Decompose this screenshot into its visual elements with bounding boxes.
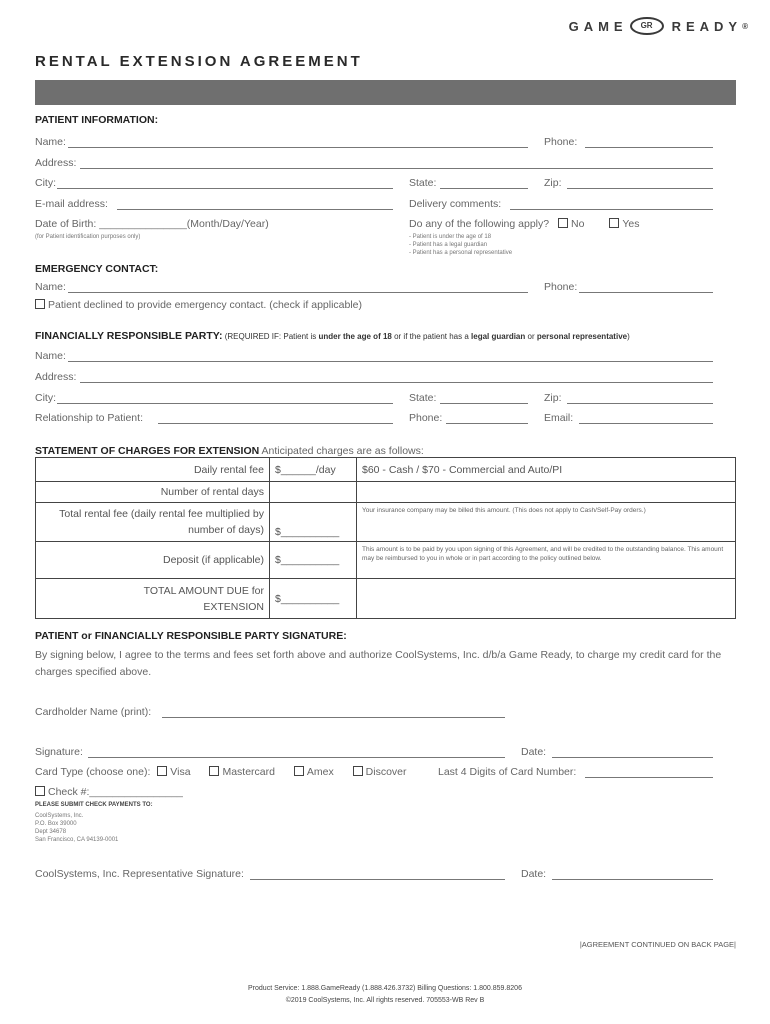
patient-email-label: E-mail address: bbox=[35, 198, 108, 210]
apply-question bbox=[409, 218, 640, 230]
emergency-phone-field[interactable] bbox=[579, 292, 713, 293]
visa-checkbox[interactable] bbox=[157, 766, 167, 776]
charge-label: Number of rental days bbox=[36, 482, 270, 503]
patient-dob[interactable]: Date of Birth: _______________(Month/Day/Year) bbox=[35, 218, 269, 230]
financial-phone-label: Phone: bbox=[409, 412, 443, 424]
financial-name-label: Name: bbox=[35, 350, 66, 362]
brand-logo bbox=[569, 17, 748, 35]
patient-name-field[interactable] bbox=[68, 147, 528, 148]
address-line: CoolSystems, Inc. bbox=[35, 813, 84, 819]
patient-email-field[interactable] bbox=[117, 209, 393, 210]
financial-zip-label: Zip: bbox=[544, 392, 562, 404]
patient-name-label: Name: bbox=[35, 136, 66, 148]
patient-state-field[interactable] bbox=[440, 188, 528, 189]
continued-note: |AGREEMENT CONTINUED ON BACK PAGE| bbox=[579, 940, 736, 949]
patient-phone-field[interactable] bbox=[585, 147, 713, 148]
rep-date-field[interactable] bbox=[552, 879, 713, 880]
emergency-declined-label: Patient declined to provide emergency contact. (check if applicable) bbox=[48, 299, 363, 311]
financial-name-field[interactable] bbox=[68, 361, 713, 362]
req-age: under the age of 18 bbox=[318, 332, 392, 341]
mastercard-checkbox[interactable] bbox=[209, 766, 219, 776]
last4-field[interactable] bbox=[585, 777, 713, 778]
patient-city-field[interactable] bbox=[57, 188, 393, 189]
financial-state-field[interactable] bbox=[440, 403, 528, 404]
charge-note: Your insurance company may be billed this amount. (This does not apply to Cash/Self-Pay orders.) bbox=[357, 503, 736, 542]
req-text: ) bbox=[627, 332, 630, 341]
payments-heading: PLEASE SUBMIT CHECK PAYMENTS TO: bbox=[35, 802, 153, 808]
cardholder-field[interactable] bbox=[162, 717, 505, 718]
charge-amount[interactable]: $__________ bbox=[270, 542, 357, 579]
apply-item: - Patient has a legal guardian bbox=[409, 242, 488, 248]
table-row bbox=[36, 458, 736, 482]
charge-note: This amount is to be paid by you upon signing of this Agreement, and will be credited to the outstanding balance. This amount may be reimbursed to you in whole or in part according to the policy outlined below. bbox=[357, 542, 736, 579]
apply-list bbox=[409, 233, 512, 257]
signature-date-field[interactable] bbox=[552, 757, 713, 758]
charge-label: Total rental fee (daily rental fee multiplied by number of days) bbox=[36, 503, 270, 542]
financial-heading-row bbox=[35, 330, 630, 342]
table-row bbox=[36, 579, 736, 619]
patient-phone-label: Phone: bbox=[544, 136, 578, 148]
card-type-label: Card Type (choose one): bbox=[35, 766, 151, 778]
amex-label: Amex bbox=[306, 766, 334, 778]
patient-city-label: City: bbox=[35, 177, 56, 189]
brand-mark-icon: GR bbox=[630, 17, 664, 35]
emergency-phone-label: Phone: bbox=[544, 281, 578, 293]
patient-heading: PATIENT INFORMATION: bbox=[35, 114, 159, 126]
apply-item: - Patient has a personal representative bbox=[409, 250, 513, 256]
check-label[interactable]: Check #:________________ bbox=[48, 786, 183, 798]
charges-sub: Anticipated charges are as follows: bbox=[259, 445, 424, 457]
emergency-name-label: Name: bbox=[35, 281, 66, 293]
signature-body: By signing below, I agree to the terms and fees set forth above and authorize CoolSystems, Inc. d/b/a Game Ready, to charge my credit card for the charges specified above. bbox=[35, 649, 722, 678]
apply-yes-label: Yes bbox=[622, 218, 640, 230]
charge-label: Daily rental fee bbox=[36, 458, 270, 482]
financial-relationship-field[interactable] bbox=[158, 423, 393, 424]
req-guardian: legal guardian bbox=[471, 332, 526, 341]
footer-contact: Product Service: 1.888.GameReady (1.888.426.3732) Billing Questions: 1.800.859.8206 bbox=[248, 985, 522, 992]
charge-note bbox=[357, 579, 736, 619]
rep-signature-label: CoolSystems, Inc. Representative Signature: bbox=[35, 868, 244, 880]
financial-heading: FINANCIALLY RESPONSIBLE PARTY: bbox=[35, 330, 223, 342]
charge-amount[interactable]: $______/day bbox=[270, 458, 357, 482]
charges-heading: STATEMENT OF CHARGES FOR EXTENSION bbox=[35, 445, 260, 457]
rep-date-label: Date: bbox=[521, 868, 547, 880]
mastercard-label: Mastercard bbox=[222, 766, 275, 778]
table-row bbox=[36, 542, 736, 579]
patient-address-field[interactable] bbox=[80, 168, 713, 169]
signature-heading: PATIENT or FINANCIALLY RESPONSIBLE PARTY SIGNATURE: bbox=[35, 630, 347, 642]
brand-right: READY bbox=[671, 18, 743, 34]
signature-label: Signature: bbox=[35, 746, 83, 758]
patient-dob-note: (for Patient identification purposes only) bbox=[35, 234, 141, 240]
discover-checkbox[interactable] bbox=[353, 766, 363, 776]
patient-zip-label: Zip: bbox=[544, 177, 562, 189]
last4-label: Last 4 Digits of Card Number: bbox=[438, 766, 577, 778]
financial-email-label: Email: bbox=[544, 412, 574, 424]
apply-no-label: No bbox=[571, 218, 585, 230]
apply-item: - Patient is under the age of 18 bbox=[409, 234, 492, 240]
charge-amount[interactable]: $__________ bbox=[270, 503, 357, 542]
patient-delivery-label: Delivery comments: bbox=[409, 198, 502, 210]
financial-relationship-label: Relationship to Patient: bbox=[35, 412, 143, 424]
charge-note bbox=[357, 482, 736, 503]
req-text: or bbox=[525, 332, 537, 341]
patient-state-label: State: bbox=[409, 177, 437, 189]
financial-city-label: City: bbox=[35, 392, 56, 404]
address-line: Dept 34678 bbox=[35, 829, 67, 835]
table-row bbox=[36, 482, 736, 503]
cardholder-label: Cardholder Name (print): bbox=[35, 706, 152, 718]
apply-yes-checkbox[interactable] bbox=[609, 218, 619, 228]
charge-amount[interactable] bbox=[270, 482, 357, 503]
page-title: RENTAL EXTENSION AGREEMENT bbox=[35, 53, 363, 70]
emergency-declined-checkbox[interactable] bbox=[35, 299, 45, 309]
financial-required bbox=[222, 332, 629, 341]
charge-note: $60 - Cash / $70 - Commercial and Auto/PI bbox=[357, 458, 736, 482]
table-row bbox=[36, 503, 736, 542]
signature-field[interactable] bbox=[88, 757, 505, 758]
title-band bbox=[35, 80, 736, 105]
apply-no-checkbox[interactable] bbox=[558, 218, 568, 228]
address-line: P.O. Box 39000 bbox=[35, 821, 77, 827]
emergency-heading: EMERGENCY CONTACT: bbox=[35, 263, 159, 275]
check-row bbox=[35, 786, 183, 798]
charge-amount[interactable]: $__________ bbox=[270, 579, 357, 619]
charge-label: TOTAL AMOUNT DUE for EXTENSION bbox=[36, 579, 270, 619]
signature-date-label: Date: bbox=[521, 746, 547, 758]
financial-phone-field[interactable] bbox=[446, 423, 528, 424]
visa-label: Visa bbox=[170, 766, 191, 778]
apply-question-text: Do any of the following apply? bbox=[409, 218, 550, 230]
amex-checkbox[interactable] bbox=[294, 766, 304, 776]
financial-address-field[interactable] bbox=[80, 382, 713, 383]
payments-address bbox=[35, 812, 118, 844]
brand-reg: ® bbox=[742, 21, 748, 31]
charges-table bbox=[35, 457, 736, 619]
rep-signature-field[interactable] bbox=[250, 879, 505, 880]
address-line: San Francisco, CA 94139-0001 bbox=[35, 837, 119, 843]
req-text: or if the patient has a bbox=[391, 332, 472, 341]
req-text: (REQUIRED IF: Patient is bbox=[222, 332, 319, 341]
card-type-row bbox=[35, 766, 407, 778]
financial-city-field[interactable] bbox=[57, 403, 393, 404]
check-checkbox[interactable] bbox=[35, 786, 45, 796]
financial-zip-field[interactable] bbox=[567, 403, 713, 404]
financial-state-label: State: bbox=[409, 392, 437, 404]
patient-delivery-field[interactable] bbox=[510, 209, 713, 210]
footer-copyright: ©2019 CoolSystems, Inc. All rights reserved. 705553-WB Rev B bbox=[285, 997, 485, 1004]
financial-address-label: Address: bbox=[35, 371, 77, 383]
discover-label: Discover bbox=[365, 766, 407, 778]
emergency-name-field[interactable] bbox=[68, 292, 528, 293]
financial-email-field[interactable] bbox=[579, 423, 713, 424]
patient-zip-field[interactable] bbox=[567, 188, 713, 189]
brand-left: GAME bbox=[568, 18, 628, 34]
emergency-declined bbox=[35, 299, 362, 311]
req-representative: personal representative bbox=[536, 332, 628, 341]
charge-label: Deposit (if applicable) bbox=[36, 542, 270, 579]
patient-address-label: Address: bbox=[35, 157, 77, 169]
